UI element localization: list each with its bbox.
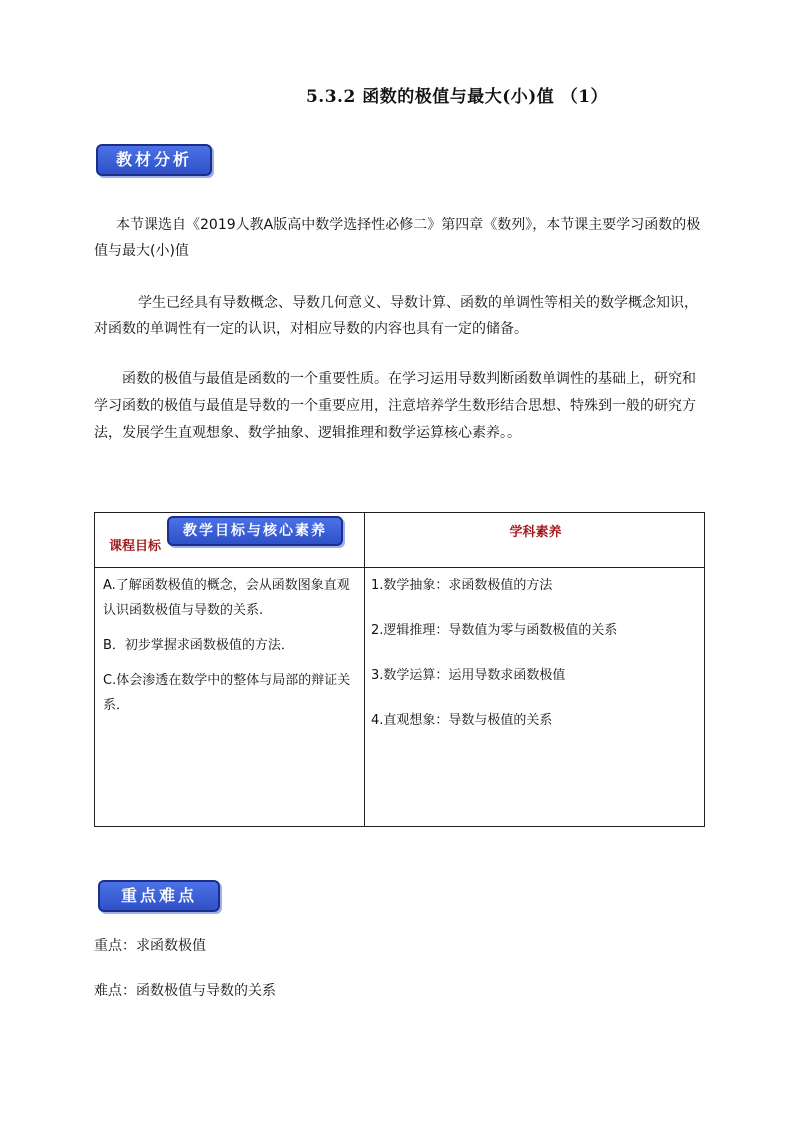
- page-title: 5.3.2 函数的极值与最大(小)值 （1）: [305, 87, 609, 107]
- objective-item: C.体会渗透在数学中的整体与局部的辩证关系．: [103, 673, 351, 713]
- objective-item: B．初步掌握求函数极值的方法．: [103, 638, 294, 653]
- table-divider-horizontal: [95, 567, 704, 568]
- goals-table: [94, 512, 705, 827]
- literacy-item: 2.逻辑推理：导数值为零与函数极值的关系: [371, 623, 618, 638]
- table-divider-vertical: [364, 513, 365, 826]
- literacy-item: 1.数学抽象：求函数极值的方法: [371, 578, 553, 593]
- objective-item: A.了解函数极值的概念，会从函数图象直观认识函数极值与导数的关系.: [103, 578, 350, 618]
- key-point: 重点：求函数极值: [94, 938, 206, 954]
- literacy-cell: [371, 575, 701, 755]
- section-badge-textbook-analysis: 教材分析: [96, 144, 212, 176]
- header-subject-literacy: 学科素养: [509, 525, 562, 540]
- analysis-paragraph-2: 学生已经具有导数概念、导数几何意义、导数计算、函数的单调性等相关的数学概念知识，对函数的单调性有一定的认识，对相应导数的内容也具有一定的储备。: [94, 295, 698, 337]
- badge-teaching-goals: 教学目标与核心素养: [167, 516, 343, 546]
- literacy-item: 4.直观想象：导数与极值的关系: [371, 713, 553, 728]
- section-badge-key-difficult-points: 重点难点: [98, 880, 220, 912]
- header-course-goals: 课程目标: [109, 539, 162, 554]
- objectives-cell: [103, 573, 359, 728]
- difficult-point: 难点：函数极值与导数的关系: [94, 983, 276, 999]
- literacy-item: 3.数学运算：运用导数求函数极值: [371, 668, 566, 683]
- analysis-paragraph-1: 本节课选自《2019人教A版高中数学选择性必修二》第四章《数列》，本节课主要学习函数的极值与最大(小)值: [94, 217, 701, 259]
- analysis-paragraph-3: 函数的极值与最值是函数的一个重要性质。在学习运用导数判断函数单调性的基础上，研究和学习函数的极值与最值是导数的一个重要应用，注意培养学生数形结合思想、特殊到一般的研究方法，发展学生直观想象、数学抽象、逻辑推理和数学运算核心素养。。: [94, 371, 696, 441]
